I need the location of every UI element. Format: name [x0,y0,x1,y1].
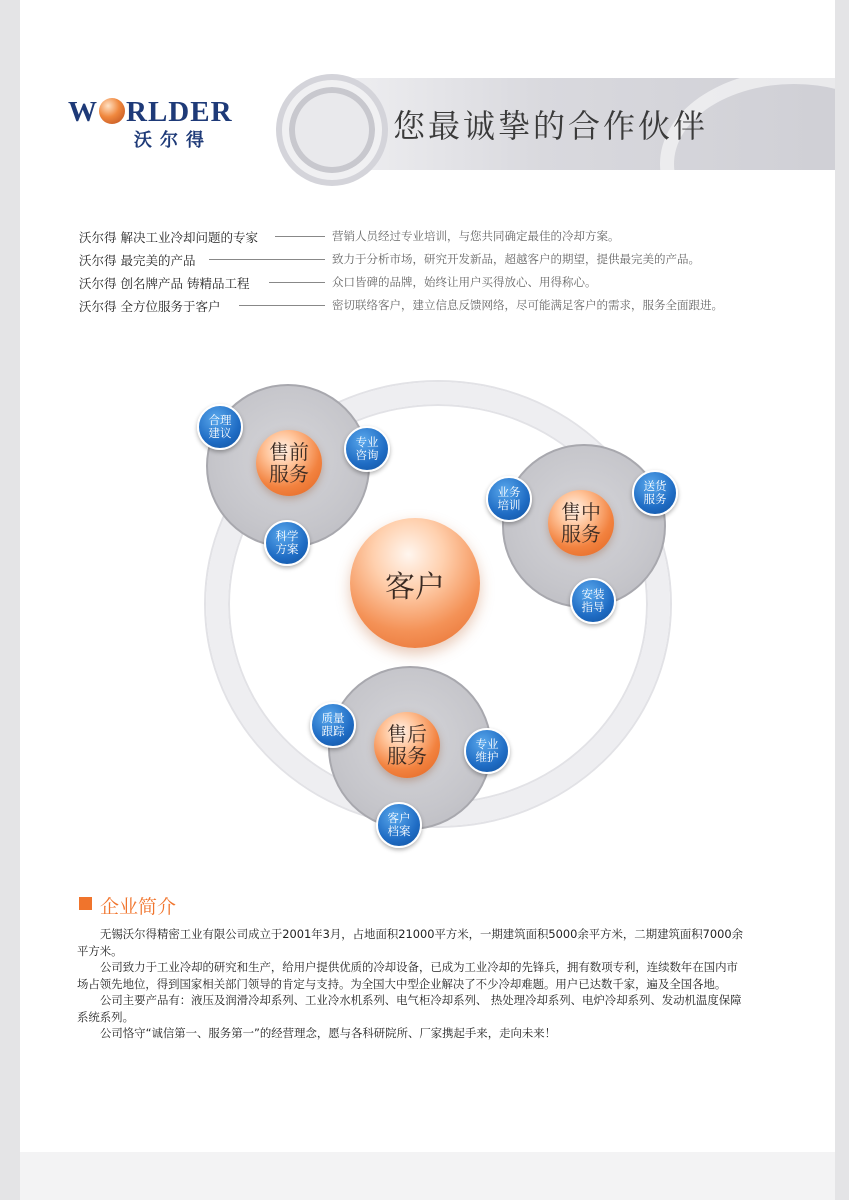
professional-consulting-badge: 专业 咨询 [344,426,390,472]
statement-desc: 众口皆碑的品牌，始终让用户买得放心、用得称心。 [332,275,597,289]
customer-center-sphere: 客户 [350,518,480,648]
statement-title: 沃尔得 解决工业冷却问题的专家 [79,230,258,245]
quality-tracking-badge: 质量 跟踪 [310,702,356,748]
professional-maintenance-badge: 专业 维护 [464,728,510,774]
delivery-service-badge: 送货 服务 [632,470,678,516]
statements-list [79,228,779,320]
statement-leader-line [239,305,325,306]
intro-paragraph: 公司主要产品有：液压及润滑冷却系列、工业冷水机系列、电气柜冷却系列、 热处理冷却系列、电炉冷却系列、发动机温度保障系统系列。 [77,993,742,1024]
brochure-page: 您最诚挚的合作伙伴 W RLDER 沃尔得 沃尔得 解决工业冷却问题的专家 营销人员经过专业培训，与您共同确定最佳的冷却方案。 沃尔得 最完美的产品 致力于分析市场，研究开发新品，超越客户的期望，提供最完美的产品。 沃尔得 创名牌产品 铸精品工程 众口皆碑的品牌，始终让用户买得放心、用得称心。 沃尔得 全方位服务于客户 密切联络客户，建立信息反馈网络，尽可能满足客户的需求，服务全面跟进。 售前 服务 合理 建议 专业 咨询 科学 方案 售中 服务 业务 培训 送货 服务 安装 指导 售后 服务 质量 跟踪 专业 维护 客户 档案 客户 企业简介 无锡沃尔得精密工业有限公司成立于2001年3月，占地面积21000平方米，一期建筑面积5000余平方米，二期建筑面积7000余平方米。 公司致力于工业冷却的研究和生产，给用户提供优质的冷却设备，已成为工业冷却的先锋兵，拥有数项专利，连续数年在国内市场占领先地位，得到国家相关部门领导的肯定与支持。为全国大中型企业解决了不少冷却难题。用户已达数千家，遍及全国各地。 公司主要产品有：液压及润滑冷却系列、工业冷水机系列、电气柜冷却系列、 热处理冷却系列、电炉冷却系列、发动机温度保障系统系列。 公司恪守“诚信第一、服务第一”的经营理念，愿与各科研院所、厂家携起手来，走向未来！ [20,0,835,1152]
intro-paragraph: 无锡沃尔得精密工业有限公司成立于2001年3月，占地面积21000平方米，一期建筑面积5000余平方米，二期建筑面积7000余平方米。 [77,927,744,958]
after-sale-sphere: 售后 服务 [374,712,440,778]
pre-sale-sphere: 售前 服务 [256,430,322,496]
installation-guide-badge: 安装 指导 [570,578,616,624]
statement-desc: 密切联络客户，建立信息反馈网络，尽可能满足客户的需求，服务全面跟进。 [332,298,723,312]
statement-title: 沃尔得 创名牌产品 铸精品工程 [79,276,250,291]
statement-title: 沃尔得 全方位服务于客户 [79,299,221,314]
statement-row [79,274,779,297]
intro-paragraph: 公司恪守“诚信第一、服务第一”的经营理念，愿与各科研院所、厂家携起手来，走向未来！ [100,1026,557,1040]
statement-desc: 营销人员经过专业培训，与您共同确定最佳的冷却方案。 [332,229,620,243]
company-logo [68,92,243,154]
header-ring-icon [282,80,382,180]
intro-paragraph: 公司致力于工业冷却的研究和生产，给用户提供优质的冷却设备，已成为工业冷却的先锋兵，拥有数项专利，连续数年在国内市场占领先地位，得到国家相关部门领导的肯定与支持。为全国大中型企业解决了不少冷却难题。用户已达数千家，遍及全国各地。 [77,960,738,991]
statement-row [79,297,779,320]
in-sale-sphere: 售中 服务 [548,490,614,556]
logo-sphere-icon [99,98,125,124]
page-bottom-edge [20,1152,835,1200]
reasonable-advice-badge: 合理 建议 [197,404,243,450]
section-square-icon [79,897,92,910]
company-intro [77,926,749,1042]
statement-leader-line [209,259,325,260]
logo-wordmark: W RLDER [68,96,233,128]
logo-chinese-name: 沃尔得 [134,130,212,151]
business-training-badge: 业务 培训 [486,476,532,522]
statement-row [79,251,779,274]
statement-leader-line [275,236,325,237]
customer-archive-badge: 客户 档案 [376,802,422,848]
service-diagram [20,370,835,870]
statement-desc: 致力于分析市场，研究开发新品，超越客户的期望，提供最完美的产品。 [332,252,700,266]
statement-title: 沃尔得 最完美的产品 [79,253,196,268]
scientific-plan-badge: 科学 方案 [264,520,310,566]
slogan: 您最诚挚的合作伙伴 [393,107,709,145]
statement-leader-line [269,282,325,283]
statement-row [79,228,779,251]
